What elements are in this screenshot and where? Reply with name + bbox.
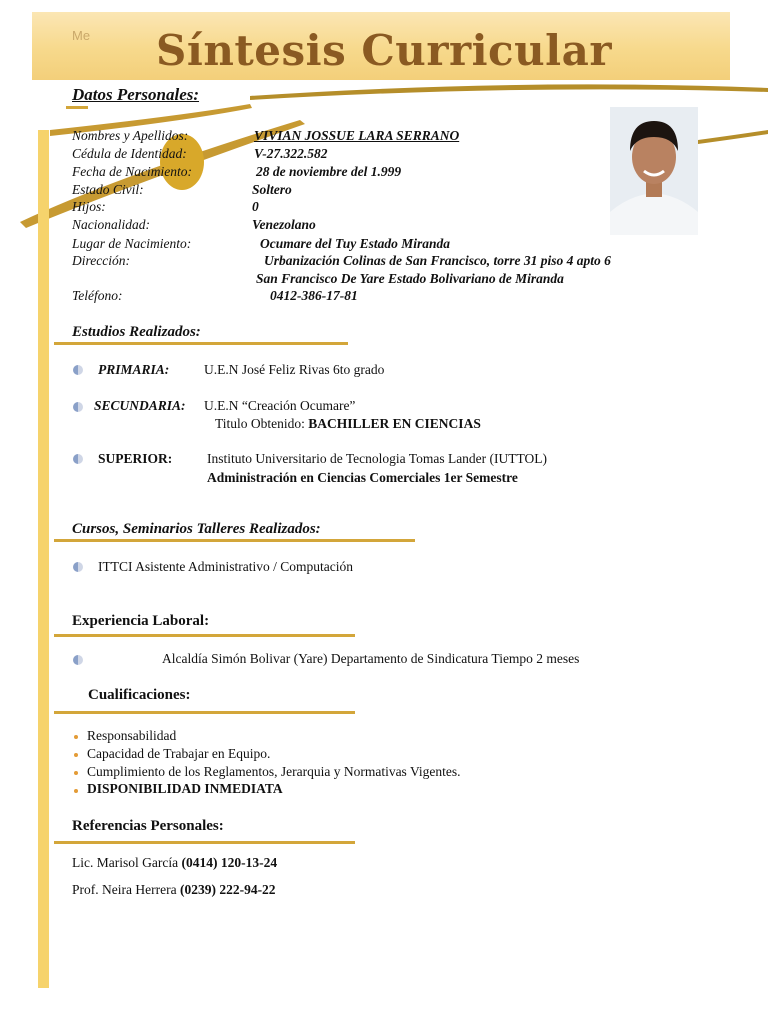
reference-phone: (0239) 222-94-22 (179, 882, 276, 897)
reference-phone: (0414) 120-13-24 (181, 855, 278, 870)
personal-label: Fecha de Nacimiento: (72, 164, 192, 179)
section-rule (54, 539, 415, 542)
section-rule (54, 841, 355, 844)
bullet-dot-icon (74, 735, 78, 739)
bullet-icon (73, 454, 83, 464)
study-level: PRIMARIA: (98, 362, 170, 377)
section-title-studies: Estudios Realizados: (72, 324, 201, 340)
bullet-dot-icon (74, 753, 78, 757)
personal-value: Venezolano (252, 217, 316, 232)
qualification-item: Cumplimiento de los Reglamentos, Jerarquia y Normativas Vigentes. (87, 764, 461, 779)
personal-label: Estado Civil: (72, 182, 144, 197)
personal-value: VIVIAN JOSSUE LARA SERRANO (254, 128, 460, 143)
study-title: BACHILLER EN CIENCIAS (308, 416, 481, 431)
bullet-icon (73, 365, 83, 375)
page-title: Síntesis Curricular (156, 26, 612, 75)
personal-label: Nombres y Apellidos: (72, 128, 189, 143)
qualification-item: Responsabilidad (87, 728, 177, 743)
personal-value: 0 (252, 199, 259, 214)
personal-label: Lugar de Nacimiento: (72, 236, 192, 251)
personal-label: Dirección: (72, 253, 130, 268)
reference-item (72, 882, 276, 898)
personal-value: Urbanización Colinas de San Francisco, torre 31 piso 4 apto 6 (264, 253, 611, 268)
personal-value: Ocumare del Tuy Estado Miranda (260, 236, 451, 251)
bullet-dot-icon (74, 771, 78, 775)
study-line: U.E.N José Feliz Rivas 6to grado (204, 362, 385, 377)
bullet-icon (73, 655, 83, 665)
reference-item (72, 855, 277, 871)
course-item: ITTCI Asistente Administrativo / Computación (98, 559, 353, 574)
qualification-item: Capacidad de Trabajar en Equipo. (87, 746, 271, 761)
section-rule (54, 711, 355, 714)
section-rule (54, 342, 348, 345)
bullet-dot-icon (74, 789, 78, 793)
personal-value: V-27.322.582 (254, 146, 328, 161)
section-rule (54, 634, 355, 637)
study-line-2 (215, 416, 481, 432)
section-title-courses: Cursos, Seminarios Talleres Realizados: (72, 521, 321, 537)
reference-name: Prof. Neira Herrera (72, 882, 177, 897)
study-level: SUPERIOR: (98, 451, 173, 466)
bullet-icon (73, 562, 83, 572)
profile-photo (610, 107, 698, 235)
personal-label: Teléfono: (72, 288, 123, 303)
study-level: SECUNDARIA: (94, 398, 186, 413)
section-title-references: Referencias Personales: (72, 818, 224, 834)
study-line-2-prefix: Titulo Obtenido: (215, 416, 309, 431)
personal-value: 0412-386-17-81 (270, 288, 358, 303)
personal-value: Soltero (252, 182, 292, 197)
bullet-icon (73, 402, 83, 412)
study-line: U.E.N “Creación Ocumare” (204, 398, 356, 413)
personal-value: 28 de noviembre del 1.999 (256, 164, 402, 179)
personal-value: San Francisco De Yare Estado Bolivariano de Miranda (256, 271, 564, 286)
personal-label: Hijos: (72, 199, 106, 214)
study-line-2: Administración en Ciencias Comerciales 1er Semestre (207, 470, 518, 485)
reference-name: Lic. Marisol García (72, 855, 179, 870)
section-title-experience: Experiencia Laboral: (72, 613, 210, 629)
section-title-qualifications: Cualificaciones: (88, 687, 191, 703)
personal-label: Nacionalidad: (72, 217, 150, 232)
section-title-personal: Datos Personales: (72, 85, 200, 104)
qualification-item: DISPONIBILIDAD INMEDIATA (87, 781, 283, 796)
study-line: Instituto Universitario de Tecnologia Tomas Lander (IUTTOL) (207, 451, 548, 466)
personal-label: Cédula de Identidad: (72, 146, 187, 161)
header-me-text: Me (72, 28, 91, 43)
left-accent-bar (38, 130, 49, 988)
experience-item: Alcaldía Simón Bolivar (Yare) Departamento de Sindicatura Tiempo 2 meses (162, 651, 580, 666)
